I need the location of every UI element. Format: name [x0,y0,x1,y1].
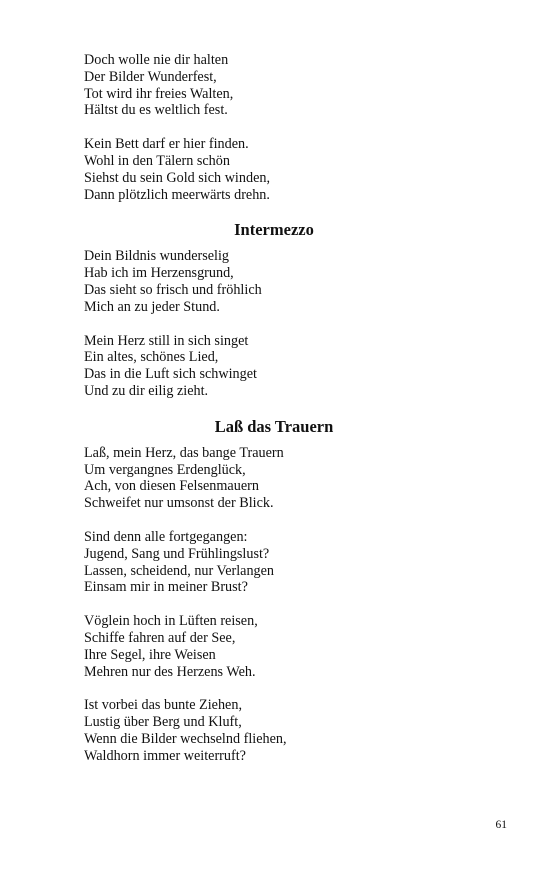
verse-line: Sind denn alle fortgegangen: [84,528,248,545]
verse-line: Lassen, scheidend, nur Verlangen [84,562,275,579]
verse-line: Tot wird ihr freies Walten, [84,85,234,102]
verse-line: Schiffe fahren auf der See, [84,629,236,646]
verse-line: Mein Herz still in sich singet [84,332,249,349]
verse-line: Wenn die Bilder wechselnd fliehen, [84,730,287,747]
verse-line: Jugend, Sang und Frühlingslust? [84,545,270,562]
stanza [84,136,464,203]
poem-title: Laß das Trauern [214,416,334,436]
verse-line: Lustig über Berg und Kluft, [84,714,242,731]
verse-line: Wohl in den Tälern schön [84,152,230,169]
verse-line: Und zu dir eilig zieht. [84,382,209,399]
poem-intermezzo [84,220,464,399]
verse-line: Kein Bett darf er hier finden. [84,136,249,153]
verse-line: Ein altes, schönes Lied, [84,349,219,366]
poem-continuation [84,52,464,203]
stanza [84,333,464,400]
verse-line: Doch wolle nie dir halten [84,52,229,68]
poem-title: Intermezzo [234,220,314,240]
verse-line: Der Bilder Wunderfest, [84,68,217,85]
stanza [84,697,464,764]
verse-line: Ach, von diesen Felsenmauern [84,478,259,495]
stanza [84,248,464,315]
verse-line: Ihre Segel, ihre Weisen [84,646,216,663]
verse-line: Einsam mir in meiner Brust? [84,579,248,596]
verse-line: Mehren nur des Herzens Weh. [84,663,256,680]
verse-line: Waldhorn immer weiterruft? [84,747,246,764]
verse-line: Vöglein hoch in Lüften reisen, [84,613,258,630]
verse-line: Um vergangnes Erdenglück, [84,461,246,478]
page-content [84,52,464,782]
verse-line: Dein Bildnis wunderselig [84,248,230,265]
verse-line: Ist vorbei das bunte Ziehen, [84,697,242,714]
verse-line: Schweifet nur umsonst der Blick. [84,495,274,512]
verse-line: Das in die Luft sich schwinget [84,366,257,383]
verse-line: Hab ich im Herzensgrund, [84,265,234,282]
page-number: 61 [495,819,507,831]
verse-line: Siehst du sein Gold sich winden, [84,169,271,186]
poem-lass-das-trauern [84,417,464,765]
verse-line: Hältst du es weltlich fest. [84,102,228,119]
verse-line: Mich an zu jeder Stund. [84,298,220,315]
stanza [84,445,464,512]
verse-line: Laß, mein Herz, das bange Trauern [84,444,284,461]
stanza [84,613,464,680]
stanza [84,529,464,596]
stanza [84,52,464,119]
verse-line: Dann plötzlich meerwärts drehn. [84,186,270,203]
verse-line: Das sieht so frisch und fröhlich [84,281,262,298]
